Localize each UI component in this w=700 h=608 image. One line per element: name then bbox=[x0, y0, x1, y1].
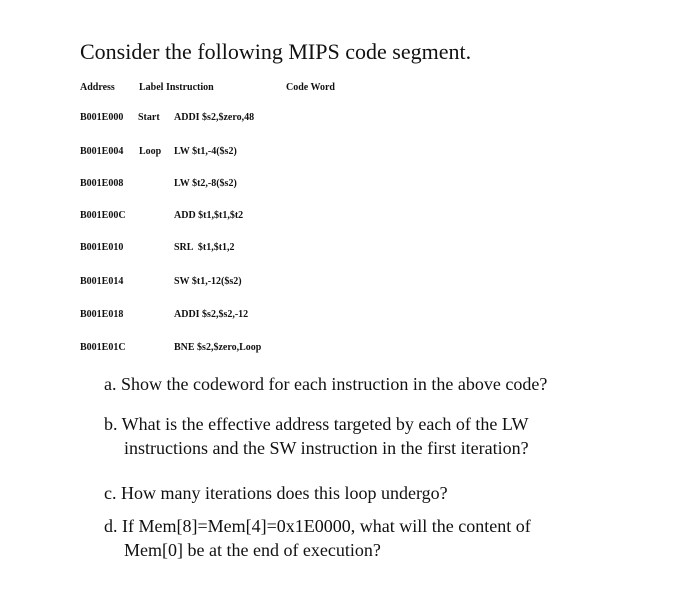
label-instruction-column-header: Label Instruction bbox=[139, 82, 214, 93]
row-instruction: BNE $s2,$zero,Loop bbox=[174, 342, 262, 353]
question-a bbox=[104, 372, 547, 396]
question-b bbox=[104, 412, 529, 460]
question-b-line2: instructions and the SW instruction in the first iteration? bbox=[124, 438, 529, 458]
row-instruction: LW $t1,-4($s2) bbox=[174, 146, 237, 157]
row-address: B001E00C bbox=[80, 210, 126, 221]
question-b-line1: b. What is the effective address targeted by each of the LW bbox=[104, 414, 529, 434]
code-word-column-header: Code Word bbox=[286, 82, 335, 93]
row-address: B001E000 bbox=[80, 112, 124, 123]
row-instruction: ADD $t1,$t1,$t2 bbox=[174, 210, 244, 221]
row-address: B001E014 bbox=[80, 276, 124, 287]
question-c bbox=[104, 481, 448, 505]
address-column-header: Address bbox=[80, 82, 115, 93]
row-instruction: SW $t1,-12($s2) bbox=[174, 276, 242, 287]
page-title: Consider the following MIPS code segment. bbox=[80, 39, 472, 64]
row-instruction: ADDI $s2,$s2,-12 bbox=[174, 309, 249, 320]
row-address: B001E018 bbox=[80, 309, 124, 320]
question-d-line1: d. If Mem[8]=Mem[4]=0x1E0000, what will the content of bbox=[104, 516, 531, 536]
question-d-line2: Mem[0] be at the end of execution? bbox=[124, 540, 381, 560]
row-address: B001E01C bbox=[80, 342, 126, 353]
question-c-line1: c. How many iterations does this loop undergo? bbox=[104, 483, 448, 503]
question-d bbox=[104, 514, 531, 562]
row-address: B001E010 bbox=[80, 242, 124, 253]
row-label: Start bbox=[138, 112, 160, 123]
row-address: B001E008 bbox=[80, 178, 124, 189]
question-a-line1: a. Show the codeword for each instruction in the above code? bbox=[104, 374, 548, 394]
row-address: B001E004 bbox=[80, 146, 124, 157]
row-instruction: SRL $t1,$t1,2 bbox=[174, 242, 235, 253]
row-instruction: ADDI $s2,$zero,48 bbox=[174, 112, 255, 123]
row-instruction: LW $t2,-8($s2) bbox=[174, 178, 237, 189]
row-label: Loop bbox=[139, 146, 162, 157]
